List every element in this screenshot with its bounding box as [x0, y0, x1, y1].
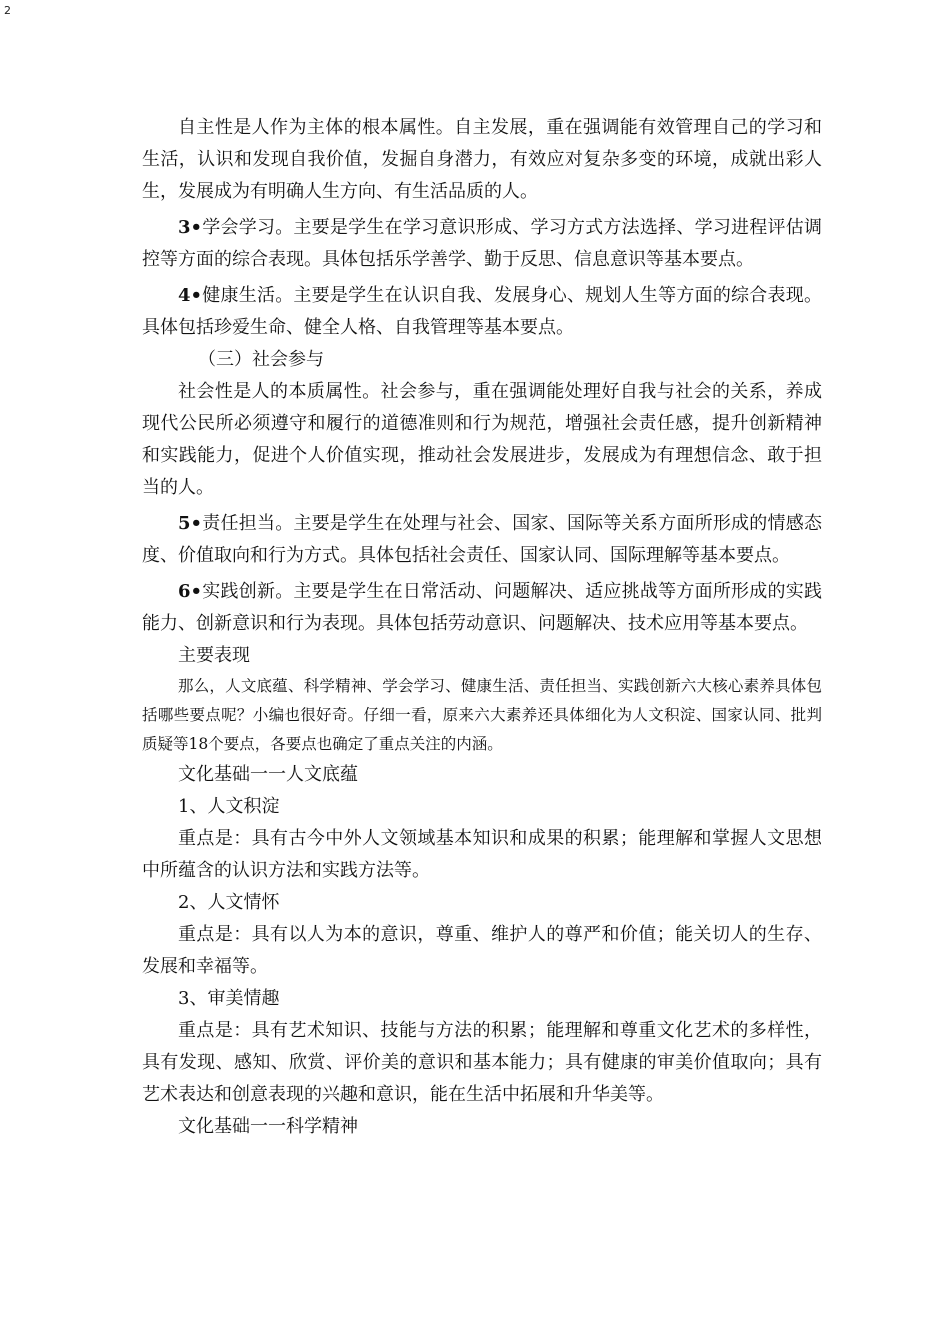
- subheading-aesthetic: 3、审美情趣: [178, 988, 280, 1009]
- document-body: [142, 112, 822, 1143]
- paragraph-text: 健康生活。主要是学生在认识自我、发展身心、规划人生等方面的综合表现。具体包括珍爱生命、健全人格、自我管理等基本要点。: [142, 285, 822, 338]
- subheading-humanistic-care: 2、人文情怀: [178, 892, 280, 913]
- item-number: 3•: [178, 217, 203, 238]
- paragraph-text: 学会学习。主要是学生在学习意识形成、学习方式方法选择、学习进程评估调控等方面的综合表现。具体包括乐学善学、勤于反思、信息意识等基本要点。: [142, 217, 822, 270]
- paragraph-autonomy: 自主性是人作为主体的根本属性。自主发展，重在强调能有效管理自己的学习和生活，认识和发现自我价值，发掘自身潜力，有效应对复杂多变的环境，成就出彩人生，发展成为有明确人生方向、有生活品质的人。: [142, 117, 822, 202]
- section-heading-social: （三）社会参与: [198, 349, 324, 370]
- paragraph-practice: [142, 576, 822, 640]
- paragraph-sociality: 社会性是人的本质属性。社会参与，重在强调能处理好自我与社会的关系，养成现代公民所必须遵守和履行的道德准则和行为规范，增强社会责任感，提升创新精神和实践能力，促进个人价值实现，推动社会发展进步，发展成为有理想信念、敢于担当的人。: [142, 381, 822, 498]
- item-number: 4•: [178, 285, 203, 306]
- paragraph-intro: 那么，人文底蕴、科学精神、学会学习、健康生活、责任担当、实践创新六大核心素养具体包括哪些要点呢？小编也很好奇。仔细一看，原来六大素养还具体细化为人文积淀、国家认同、批判质疑等18个要点，各要点也确定了重点关注的内涵。: [142, 677, 822, 753]
- paragraph-humanistic-care: 重点是：具有以人为本的意识，尊重、维护人的尊严和价值；能关切人的生存、发展和幸福等。: [142, 924, 822, 977]
- heading-main-performance: 主要表现: [178, 645, 250, 666]
- paragraph-aesthetic: 重点是：具有艺术知识、技能与方法的积累；能理解和尊重文化艺术的多样性，具有发现、感知、欣赏、评价美的意识和基本能力；具有健康的审美价值取向；具有艺术表达和创意表现的兴趣和意识，能在生活中拓展和升华美等。: [142, 1020, 822, 1105]
- paragraph-responsibility: [142, 508, 822, 572]
- page-number: 2: [4, 4, 11, 17]
- paragraph-text: 责任担当。主要是学生在处理与社会、国家、国际等关系方面所形成的情感态度、价值取向和行为方式。具体包括社会责任、国家认同、国际理解等基本要点。: [142, 513, 822, 566]
- paragraph-healthy-life: [142, 280, 822, 344]
- item-number: 5•: [178, 513, 203, 534]
- paragraph-learning: [142, 212, 822, 276]
- heading-humanities: 文化基础一一人文底蕴: [178, 764, 358, 785]
- item-number: 6•: [178, 581, 203, 602]
- heading-science: 文化基础一一科学精神: [178, 1116, 358, 1137]
- subheading-accumulation: 1、人文积淀: [178, 796, 280, 817]
- paragraph-accumulation: 重点是：具有古今中外人文领域基本知识和成果的积累；能理解和掌握人文思想中所蕴含的认识方法和实践方法等。: [142, 828, 822, 881]
- paragraph-text: 实践创新。主要是学生在日常活动、问题解决、适应挑战等方面所形成的实践能力、创新意识和行为表现。具体包括劳动意识、问题解决、技术应用等基本要点。: [142, 581, 822, 634]
